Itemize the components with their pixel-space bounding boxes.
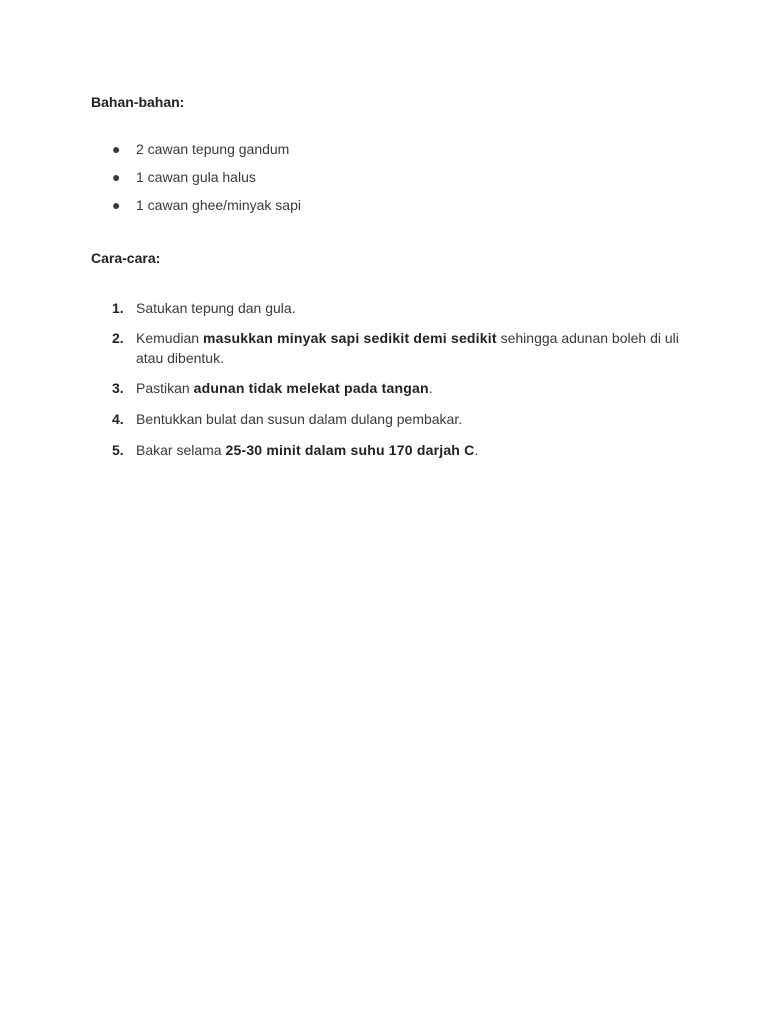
bullet-icon: ● — [112, 169, 121, 185]
method-heading: Cara-cara: — [91, 250, 161, 266]
step-emphasis: adunan tidak melekat pada tangan — [193, 380, 429, 396]
ingredients-heading: Bahan-bahan: — [91, 94, 185, 110]
ingredient-text: 1 cawan ghee/minyak sapi — [136, 197, 301, 213]
method-step — [112, 440, 692, 460]
step-number: 4. — [112, 411, 124, 427]
step-number: 1. — [112, 300, 124, 316]
method-step — [112, 298, 692, 318]
method-step — [112, 409, 692, 429]
step-text: Kemudian masukkan minyak sapi sedikit demi sedikit sehingga adunan boleh di uli atau dibentuk. — [136, 330, 679, 366]
step-number: 3. — [112, 380, 124, 396]
step-number: 2. — [112, 330, 124, 346]
step-text: Satukan tepung dan gula. — [136, 300, 296, 316]
method-step — [112, 378, 692, 398]
step-number: 5. — [112, 442, 124, 458]
ingredient-text: 1 cawan gula halus — [136, 169, 256, 185]
step-emphasis: 25-30 minit dalam suhu 170 darjah C — [225, 442, 475, 458]
bullet-icon: ● — [112, 141, 121, 157]
step-emphasis: masukkan minyak sapi sedikit demi sedikit — [202, 330, 497, 346]
step-text: Pastikan adunan tidak melekat pada tangan. — [136, 380, 433, 396]
step-text: Bakar selama 25-30 minit dalam suhu 170 darjah C. — [136, 442, 479, 458]
step-text: Bentukkan bulat dan susun dalam dulang pembakar. — [136, 411, 463, 427]
method-step — [112, 328, 692, 368]
bullet-icon: ● — [112, 197, 121, 213]
ingredient-text: 2 cawan tepung gandum — [136, 141, 290, 157]
